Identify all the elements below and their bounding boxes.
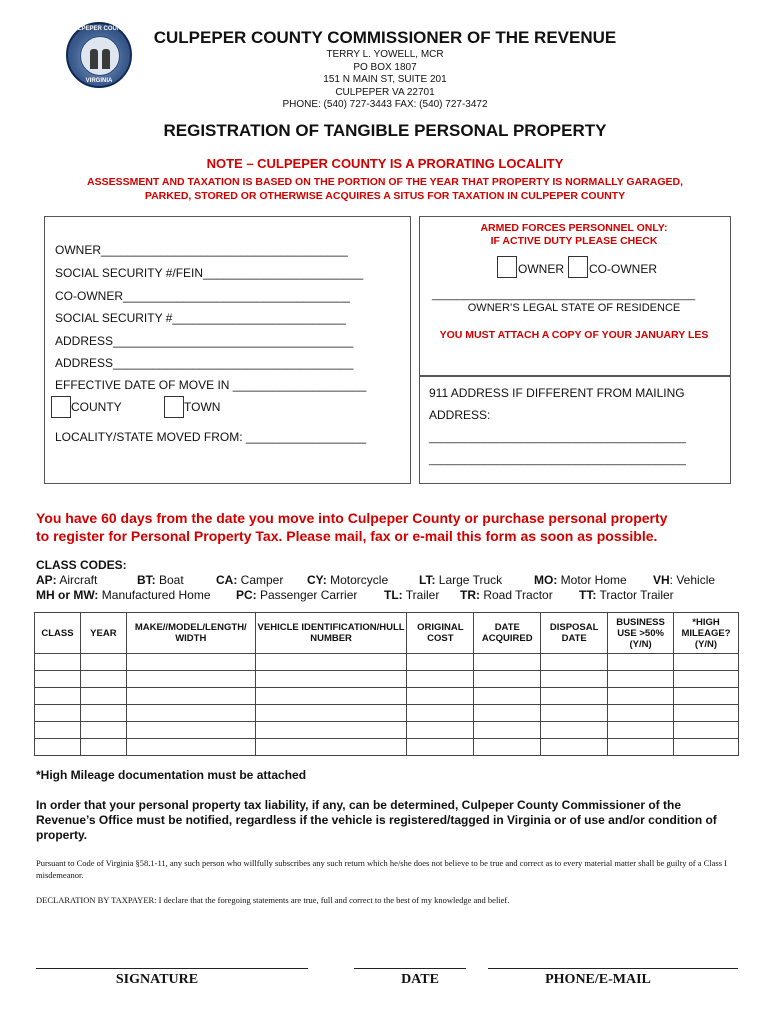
class-code [307,573,388,588]
office-title: CULPEPER COUNTY COMMISSIONER OF THE REVENUE [153,28,617,47]
address-911-label-2: ADDRESS: [429,408,491,422]
table-cell-input[interactable] [80,688,126,705]
class-code-abbr: VH [653,573,670,587]
military-co-owner-label: CO-OWNER [589,262,657,276]
property-table [34,612,739,756]
table-cell-input[interactable] [674,739,739,756]
table-row [35,705,739,722]
table-cell-input[interactable] [541,654,608,671]
class-code-abbr: AP: [36,573,57,587]
table-row [35,739,739,756]
table-cell-input[interactable] [126,739,255,756]
table-cell-input[interactable] [80,705,126,722]
class-code-abbr: CY: [307,573,327,587]
phone-email-line[interactable] [488,968,738,969]
notification-notice: In order that your personal property tax liability, if any, can be determined, Culpeper County Commissioner of the Revenue’s Office must be notified, regardless if the vehicle is registered/tagged in Virginia or of use and/or condition of property. [36,798,717,842]
table-cell-input[interactable] [255,705,407,722]
column-header: DISPOSAL DATE [541,613,608,654]
table-cell-input[interactable] [407,688,474,705]
table-cell-input[interactable] [674,688,739,705]
table-cell-input[interactable] [541,688,608,705]
table-cell-input[interactable] [80,654,126,671]
table-row [35,688,739,705]
class-code [236,588,357,603]
address-911-field-1[interactable]: __________________________________________ [429,432,686,444]
table-row [35,671,739,688]
table-cell-input[interactable] [255,688,407,705]
table-cell-input[interactable] [35,739,81,756]
les-attach-note: YOU MUST ATTACH A COPY OF YOUR JANUARY LES [439,329,709,341]
table-cell-input[interactable] [35,654,81,671]
table-cell-input[interactable] [474,688,541,705]
county-checkbox[interactable] [51,396,71,418]
address-911-field-2[interactable]: __________________________________________ [429,454,686,466]
table-cell-input[interactable] [80,722,126,739]
ssn-fein-field[interactable]: SOCIAL SECURITY #/FEIN________________________ [55,266,364,280]
class-code-name: Boat [155,573,184,587]
seal-bottom-text: VIRGINIA [85,78,113,84]
class-code [384,588,439,603]
high-mileage-note: *High Mileage documentation must be attached [36,768,307,782]
address-field-2[interactable]: ADDRESS____________________________________ [55,356,354,370]
table-cell-input[interactable] [608,688,674,705]
co-owner-ssn-field[interactable]: SOCIAL SECURITY #__________________________ [55,311,346,325]
military-heading-line: IF ACTIVE DUTY PLEASE CHECK [490,235,658,247]
column-header: VEHICLE IDENTIFICATION/HULL NUMBER [255,613,407,654]
signature-label: SIGNATURE [115,972,199,987]
taxpayer-declaration: DECLARATION BY TAXPAYER: I declare that the foregoing statements are true, full and correct to the best of my knowledge and belief. [36,895,510,905]
class-code-name: Camper [237,573,284,587]
class-code-abbr: TT: [579,588,597,602]
table-cell-input[interactable] [674,722,739,739]
column-header: BUSINESS USE >50% (Y/N) [608,613,674,654]
table-cell-input[interactable] [541,705,608,722]
table-cell-input[interactable] [126,705,255,722]
table-cell-input[interactable] [474,722,541,739]
address-field-1[interactable]: ADDRESS____________________________________ [55,334,354,348]
class-code-name: Road Tractor [480,588,553,602]
column-header: DATE ACQUIRED [474,613,541,654]
class-code-abbr: PC: [236,588,257,602]
table-cell-input[interactable] [126,688,255,705]
locality-moved-from-field[interactable]: LOCALITY/STATE MOVED FROM: __________________ [55,430,367,444]
deadline-line: You have 60 days from the date you move into Culpeper County or purchase personal property [36,510,668,526]
table-cell-input[interactable] [35,722,81,739]
class-code [36,588,211,603]
table-cell-input[interactable] [674,654,739,671]
class-code [419,573,502,588]
town-label: TOWN [184,400,221,414]
table-cell-input[interactable] [608,705,674,722]
table-cell-input[interactable] [126,654,255,671]
class-code [534,573,627,588]
table-cell-input[interactable] [80,739,126,756]
address-911-label: 911 ADDRESS IF DIFFERENT FROM MAILING [429,386,685,400]
table-cell-input[interactable] [474,654,541,671]
address-line: CULPEPER VA 22701 [335,86,435,98]
class-code-abbr: BT: [137,573,156,587]
table-cell-input[interactable] [407,671,474,688]
class-code [579,588,674,603]
table-cell-input[interactable] [541,671,608,688]
column-header: ORIGINAL COST [407,613,474,654]
table-row [35,654,739,671]
table-cell-input[interactable] [608,722,674,739]
prorating-detail-line: ASSESSMENT AND TAXATION IS BASED ON THE PORTION OF THE YEAR THAT PROPERTY IS NORMALLY GARAGED, [86,176,684,188]
class-code-name: Trailer [402,588,440,602]
column-header: YEAR [80,613,126,654]
table-cell-input[interactable] [608,671,674,688]
office-address [0,49,770,112]
table-header-row [35,613,739,654]
table-cell-input[interactable] [126,671,255,688]
table-cell-input[interactable] [126,722,255,739]
class-code-name: Aircraft [56,573,98,587]
table-cell-input[interactable] [541,722,608,739]
class-code-abbr: MH or MW: [36,588,99,602]
table-cell-input[interactable] [474,705,541,722]
address-line: TERRY L. YOWELL, MCR [326,49,444,60]
deadline-notice [36,509,667,545]
table-cell-input[interactable] [35,688,81,705]
table-cell-input[interactable] [674,671,739,688]
signature-line[interactable] [36,968,308,969]
class-code-abbr: TR: [460,588,480,602]
column-header: *HIGH MILEAGE? (Y/N) [674,613,739,654]
county-label: COUNTY [71,400,122,414]
table-cell-input[interactable] [474,671,541,688]
table-cell-input[interactable] [35,705,81,722]
class-code-abbr: MO: [534,573,558,587]
table-cell-input[interactable] [255,654,407,671]
class-code-name: Passenger Carrier [256,588,358,602]
form-title: REGISTRATION OF TANGIBLE PERSONAL PROPERTY [163,121,607,140]
military-owner-label: OWNER [518,262,564,276]
effective-date-field[interactable]: EFFECTIVE DATE OF MOVE IN ____________________ [55,378,367,392]
class-code [216,573,283,588]
table-cell-input[interactable] [608,654,674,671]
seal-top-text: CULPEPER COUNTY [69,26,129,32]
date-line[interactable] [354,968,466,969]
town-checkbox[interactable] [164,396,184,418]
class-code-abbr: CA: [216,573,238,587]
owner-field[interactable]: OWNER_____________________________________ [55,243,348,257]
legal-statement: Pursuant to Code of Virginia §58.1-11, any such person who willfully subscribes any such return which he/she does not believe to be true and correct as to every material matter shall be guilty of a Class I misdemeanor. [36,858,727,880]
table-cell-input[interactable] [674,705,739,722]
legal-state-label: OWNER’S LEGAL STATE OF RESIDENCE [467,302,681,314]
table-cell-input[interactable] [407,739,474,756]
table-cell-input[interactable] [255,739,407,756]
co-owner-field[interactable]: CO-OWNER__________________________________ [55,289,350,303]
table-cell-input[interactable] [80,671,126,688]
table-cell-input[interactable] [541,739,608,756]
table-row [35,722,739,739]
table-cell-input[interactable] [608,739,674,756]
military-owner-checkbox[interactable] [497,256,517,278]
class-code [460,588,553,603]
table-body [35,654,739,756]
class-code-abbr: TL: [384,588,403,602]
class-code-name: Manufactured Home [98,588,211,602]
class-codes-heading: CLASS CODES: [36,558,127,572]
table-cell-input[interactable] [35,671,81,688]
prorating-detail-line: PARKED, STORED OR OTHERWISE ACQUIRES A SITUS FOR TAXATION IN CULPEPER COUNTY [144,190,626,202]
address-line: PO BOX 1807 [353,61,417,73]
military-heading-line: ARMED FORCES PERSONNEL ONLY: [480,222,668,234]
column-header: MAKE//MODEL/LENGTH/ WIDTH [126,613,255,654]
class-code-abbr: LT: [419,573,436,587]
class-code [36,573,97,588]
table-cell-input[interactable] [255,671,407,688]
legal-state-field[interactable]: ___________________________________________ [432,289,696,301]
class-code [137,573,184,588]
class-code-name: Motor Home [557,573,627,587]
phone-email-label: PHONE/E-MAIL [545,972,651,987]
military-heading [419,222,729,248]
class-code-name: Motorcycle [326,573,389,587]
class-code-name: : Vehicle [669,573,716,587]
military-co-owner-checkbox[interactable] [568,256,588,278]
class-code-name: Large Truck [435,573,503,587]
prorating-note: NOTE – CULPEPER COUNTY IS A PRORATING LOCALITY [206,156,564,171]
table-cell-input[interactable] [407,654,474,671]
table-cell-input[interactable] [407,722,474,739]
deadline-line: to register for Personal Property Tax. Please mail, fax or e-mail this form as soon as possible. [36,528,658,544]
table-cell-input[interactable] [407,705,474,722]
column-header: CLASS [35,613,81,654]
address-line: 151 N MAIN ST, SUITE 201 [323,74,447,85]
class-code-name: Tractor Trailer [596,588,674,602]
class-code [653,573,715,588]
date-label: DATE [401,972,439,987]
prorating-detail [0,175,770,203]
table-cell-input[interactable] [255,722,407,739]
table-cell-input[interactable] [474,739,541,756]
address-line: PHONE: (540) 727-3443 FAX: (540) 727-3472 [282,99,488,110]
